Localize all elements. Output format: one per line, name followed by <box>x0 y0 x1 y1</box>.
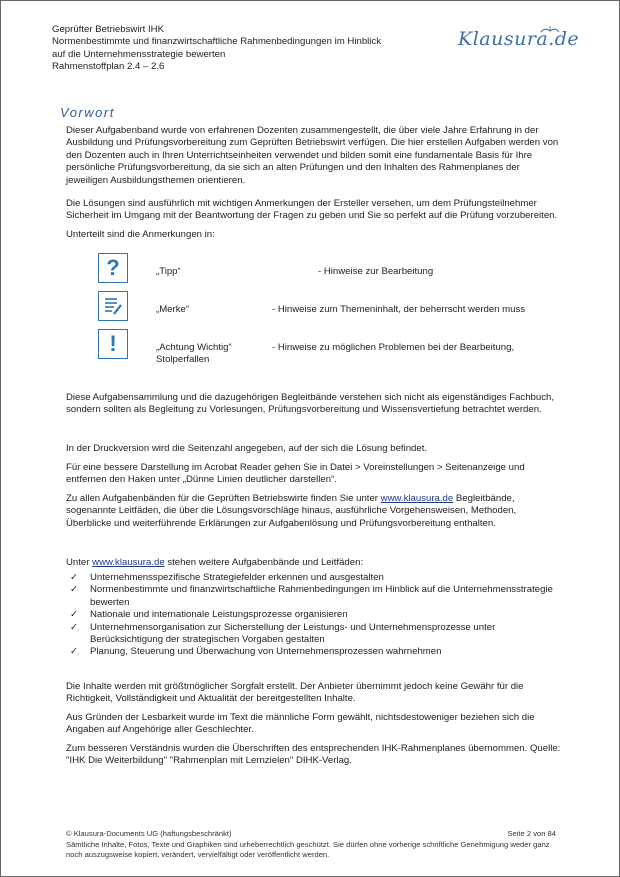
list-item: ✓ Unternehmensorganisation zur Sicherstellung der Leistungs- und Unternehmensprozesse unter Berücksichtigung der strategischen Vorgaben gestalten <box>70 621 496 646</box>
begleit-paragraph <box>66 493 562 530</box>
klausura-logo <box>452 22 580 54</box>
solutions-paragraph: Die Lösungen sind ausführlich mit wichtigen Anmerkungen der Ersteller versehen, um dem Prüfungsteilnehmer Sicherheit im Umgang mit der Beantwortung der Fragen zu geben und Sie so perfekt auf die Prüfung vorzubereiten. <box>66 198 558 222</box>
acrobat-paragraph: Für eine bessere Darstellung im Acrobat Reader gehen Sie in Datei > Voreinstellungen > Seitenanzeige und entfernen den Haken unter „Dünne Linien deutlicher darstellen“. <box>66 462 525 486</box>
list-item: ✓ Nationale und internationale Leistungsprozesse organisieren <box>70 609 348 621</box>
page-title: Vorwort <box>60 105 115 120</box>
note-desc-merke: - Hinweise zum Themeninhalt, der beherrscht werden muss <box>272 304 526 315</box>
checkmark-icon: ✓ <box>70 646 79 658</box>
begleit-text-after: Begleitbände, sogenannte Leitfäden, die über die Lösungsvorschläge hinaus, ausführliche Vorgehensweisen, Methoden, Überblicke und weiterführende Erklärungen zur Aufgabenlösung und Prüfungsvorbereitung enthalten. <box>66 493 517 529</box>
note-label-achtung-sub: Stolperfallen <box>156 354 210 365</box>
gender-paragraph: Aus Gründen der Lesbarkeit wurde im Text die männliche Form gewählt, nichtsdestoweniger beziehen sich die Angaben auf Angehörige aller Geschlechter. <box>66 712 535 736</box>
question-mark-icon: ? <box>98 253 128 283</box>
list-intro <box>66 557 562 569</box>
document-header <box>52 24 381 73</box>
list-item: ✓ Unternehmensspezifische Strategiefelder erkennen und ausgestalten <box>70 572 384 583</box>
open-book-icon <box>540 24 560 34</box>
begleit-text-before: Zu allen Aufgabenbänden für die Geprüften Betriebswirte finden Sie unter <box>66 493 381 504</box>
list-intro-after: stehen weitere Aufgabenbände und Leitfäden: <box>164 557 364 568</box>
checkmark-icon: ✓ <box>70 609 79 621</box>
exclamation-icon: ! <box>98 329 128 359</box>
note-label-tipp: „Tipp“ <box>156 266 181 277</box>
note-desc-achtung: - Hinweise zu möglichen Problemen bei der Bearbeitung, <box>272 342 515 353</box>
checkmark-icon: ✓ <box>70 621 79 633</box>
document-pen-glyph <box>102 295 124 317</box>
list-item: ✓ Planung, Steuerung und Überwachung von Unternehmensprozessen wahrnehmen <box>70 646 442 658</box>
checkmark-icon: ✓ <box>70 584 79 596</box>
klausura-link[interactable]: www.klausura.de <box>380 493 454 504</box>
footer-page-number: Seite 2 von 84 <box>507 829 556 838</box>
source-paragraph: Zum besseren Verständnis wurden die Überschriften des entsprechenden IHK-Rahmenplanes übernommen. Quelle: "IHK Die Weiterbildung" "Rahmenplan mit Lernzielen" DIHK-Verlag. <box>66 743 561 767</box>
checkmark-icon: ✓ <box>70 572 79 583</box>
collection-paragraph: Diese Aufgabensammlung und die dazugehörigen Begleitbände verstehen sich nicht als eigenständiges Fachbuch, sondern sollten als Begleitung zu Vorlesungen, Prüfungsvorbereitung und Wissensvertiefung betrachtet werden. <box>66 392 555 416</box>
footer-notice: Sämtliche Inhalte, Fotos, Texte und Graphiken sind urheberrechtlich geschützt. Sie dürfen ohne vorherige schriftliche Genehmigung weder ganz noch auszugsweise kopiert, verändert, vervielfältigt oder veröffentlicht werden. <box>66 840 550 860</box>
header-line: Rahmenstoffplan 2.4 – 2.6 <box>52 60 165 72</box>
list-intro-before: Unter <box>66 557 93 568</box>
care-paragraph: Die Inhalte werden mit größtmöglicher Sorgfalt erstellt. Der Anbieter übernimmt jedoch keine Gewähr für die Richtigkeit, Vollständigkeit und Aktualität der bereitgestellten Inhalte. <box>66 681 524 705</box>
list-item: ✓ Normenbestimmte und finanzwirtschaftliche Rahmenbedingungen im Hinblick auf die Unternehmensstrategie bewerten <box>70 584 553 608</box>
note-label-merke: „Merke“ <box>156 304 190 315</box>
document-pen-icon <box>98 291 128 321</box>
volumes-list <box>66 572 562 659</box>
footer-copyright: © Klausura-Documents UG (haftungsbeschränkt) <box>66 829 232 838</box>
notes-intro: Unterteilt sind die Anmerkungen in: <box>66 229 215 240</box>
header-line: auf die Unternehmensstrategie bewerten <box>52 48 226 60</box>
logo-text: Klausura.de <box>458 28 580 50</box>
header-line: Normenbestimmte und finanzwirtschaftliche Rahmenbedingungen im Hinblick <box>52 36 382 48</box>
intro-paragraph: Dieser Aufgabenband wurde von erfahrenen Dozenten zusammengestellt, die über viele Jahre Erfahrung in der Ausbildung und Prüfungsvorbereitung zum Geprüften Betriebswirt verfügen. Die hier erstellen Aufgaben werden von den Dozenten auch in Ihren Unterrichtseinheiten verwendet und bilden somit eine fundamentale Basis für Ihre persönliche Prüfungsvorbereitung, da sie sich an alten Prüfungen und den Inhalten des Rahmenplanes der jeweiligen Ausbildungsthemen orientieren. <box>66 125 559 186</box>
print-paragraph: In der Druckversion wird die Seitenzahl angegeben, auf der sich die Lösung befindet. <box>66 443 428 454</box>
klausura-link[interactable]: www.klausura.de <box>92 557 165 568</box>
note-label-achtung: „Achtung Wichtig“ <box>156 342 232 353</box>
header-line: Geprüfter Betriebswirt IHK <box>52 24 164 35</box>
note-desc-tipp: - Hinweise zur Bearbeitung <box>318 266 434 277</box>
